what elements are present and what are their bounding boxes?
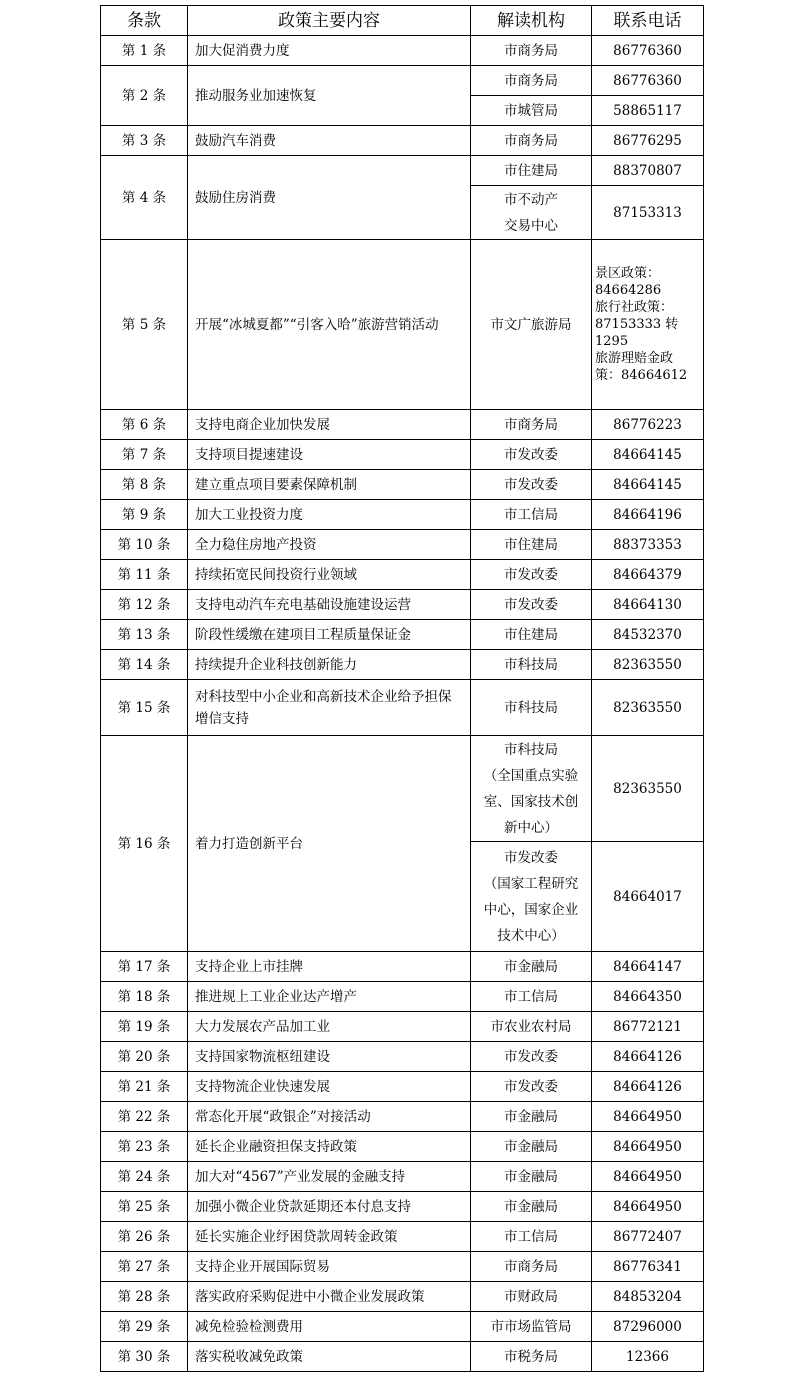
- phone: 84664950: [592, 1192, 704, 1222]
- clause-number: 第 26 条: [101, 1222, 188, 1252]
- phone-line: 84664286: [595, 283, 662, 298]
- policy-content: 支持电动汽车充电基础设施建设运营: [188, 590, 471, 620]
- policy-content: 减免检验检测费用: [188, 1312, 471, 1342]
- policy-content: 阶段性缓缴在建项目工程质量保证金: [188, 620, 471, 650]
- table-row: [101, 1342, 704, 1372]
- clause-number: 第 25 条: [101, 1192, 188, 1222]
- phone: 87153313: [592, 186, 704, 240]
- agency: 市财政局: [471, 1282, 592, 1312]
- header-clause: 条款: [101, 6, 188, 36]
- phone: 84664130: [592, 590, 704, 620]
- agency: 市发改委: [471, 440, 592, 470]
- clause-number: 第 12 条: [101, 590, 188, 620]
- phone-line: 旅行社政策：: [595, 300, 674, 315]
- table-row: [101, 590, 704, 620]
- table-row: [101, 36, 704, 66]
- clause-number: 第 21 条: [101, 1072, 188, 1102]
- table-row: [101, 650, 704, 680]
- table-row: [101, 736, 704, 842]
- table-row: [101, 1312, 704, 1342]
- agency-line: 技术中心）: [497, 927, 565, 944]
- phone: 82363550: [592, 650, 704, 680]
- phone: 84664950: [592, 1102, 704, 1132]
- clause-number: 第 9 条: [101, 500, 188, 530]
- phone: 88373353: [592, 530, 704, 560]
- agency: 市商务局: [471, 66, 592, 96]
- clause-number: 第 1 条: [101, 36, 188, 66]
- agency: 市科技局: [471, 680, 592, 736]
- clause-number: 第 24 条: [101, 1162, 188, 1192]
- table-row: [101, 440, 704, 470]
- phone: 12366: [592, 1342, 704, 1372]
- policy-content: 鼓励住房消费: [188, 156, 471, 240]
- policy-content: 鼓励汽车消费: [188, 126, 471, 156]
- clause-number: 第 7 条: [101, 440, 188, 470]
- clause-number: 第 5 条: [101, 240, 188, 410]
- agency-line: 市不动产: [504, 191, 558, 208]
- clause-number: 第 15 条: [101, 680, 188, 736]
- agency: 市发改委: [471, 590, 592, 620]
- policy-content: 加大工业投资力度: [188, 500, 471, 530]
- clause-number: 第 14 条: [101, 650, 188, 680]
- phone: 84664145: [592, 470, 704, 500]
- agency: 市发改委: [471, 470, 592, 500]
- phone: 84664379: [592, 560, 704, 590]
- agency: 市科技局: [471, 650, 592, 680]
- policy-content: 常态化开展“政银企”对接活动: [188, 1102, 471, 1132]
- phone: 86776360: [592, 66, 704, 96]
- policy-content: 支持项目提速建设: [188, 440, 471, 470]
- clause-number: 第 19 条: [101, 1012, 188, 1042]
- policy-content: 延长企业融资担保支持政策: [188, 1132, 471, 1162]
- phone: 84664196: [592, 500, 704, 530]
- phone: 86776295: [592, 126, 704, 156]
- phone: 84532370: [592, 620, 704, 650]
- table-row: [101, 470, 704, 500]
- agency: 市商务局: [471, 36, 592, 66]
- table-row: [101, 410, 704, 440]
- phone: [592, 240, 704, 410]
- clause-number: 第 10 条: [101, 530, 188, 560]
- agency: 市发改委: [471, 1072, 592, 1102]
- policy-content: 加大促消费力度: [188, 36, 471, 66]
- agency: 市金融局: [471, 952, 592, 982]
- clause-number: 第 20 条: [101, 1042, 188, 1072]
- table-row: [101, 560, 704, 590]
- table-row: [101, 1162, 704, 1192]
- table-row: [101, 1102, 704, 1132]
- table-row: [101, 240, 704, 410]
- agency: 市住建局: [471, 156, 592, 186]
- phone: 86772407: [592, 1222, 704, 1252]
- phone-line: 1295: [595, 334, 629, 349]
- clause-number: 第 27 条: [101, 1252, 188, 1282]
- agency: 市金融局: [471, 1132, 592, 1162]
- policy-content: 支持企业开展国际贸易: [188, 1252, 471, 1282]
- clause-number: 第 18 条: [101, 982, 188, 1012]
- agency: 市金融局: [471, 1192, 592, 1222]
- policy-content: 持续拓宽民间投资行业领域: [188, 560, 471, 590]
- agency: 市住建局: [471, 530, 592, 560]
- policy-content: 支持电商企业加快发展: [188, 410, 471, 440]
- clause-number: 第 8 条: [101, 470, 188, 500]
- agency: 市农业农村局: [471, 1012, 592, 1042]
- table-row: [101, 620, 704, 650]
- clause-number: 第 22 条: [101, 1102, 188, 1132]
- phone: 86776341: [592, 1252, 704, 1282]
- clause-number: 第 4 条: [101, 156, 188, 240]
- policy-content: 开展“冰城夏都”“引客入哈”旅游营销活动: [188, 240, 471, 410]
- clause-number: 第 23 条: [101, 1132, 188, 1162]
- agency: 市文广旅游局: [471, 240, 592, 410]
- phone: 84853204: [592, 1282, 704, 1312]
- phone: 84664126: [592, 1042, 704, 1072]
- table-row: [101, 156, 704, 186]
- agency: [471, 842, 592, 952]
- table-row: [101, 952, 704, 982]
- table-row: [101, 530, 704, 560]
- header-row: [101, 6, 704, 36]
- phone-line: 旅游理赔金政: [595, 351, 674, 366]
- agency: 市金融局: [471, 1162, 592, 1192]
- agency-line: （全国重点实验: [483, 767, 579, 784]
- phone: 86772121: [592, 1012, 704, 1042]
- policy-content: 支持国家物流枢纽建设: [188, 1042, 471, 1072]
- table-row: [101, 982, 704, 1012]
- policy-content: 对科技型中小企业和高新技术企业给予担保增信支持: [188, 680, 471, 736]
- policy-content: 支持企业上市挂牌: [188, 952, 471, 982]
- phone: 84664147: [592, 952, 704, 982]
- agency-line: 室、国家技术创: [483, 793, 579, 810]
- policy-content: 加强小微企业贷款延期还本付息支持: [188, 1192, 471, 1222]
- table-row: [101, 500, 704, 530]
- table-row: [101, 1072, 704, 1102]
- agency-line: 市科技局: [504, 741, 558, 758]
- policy-content: 建立重点项目要素保障机制: [188, 470, 471, 500]
- phone-line: 87153333 转: [595, 317, 679, 332]
- table-row: [101, 1192, 704, 1222]
- phone: 88370807: [592, 156, 704, 186]
- clause-number: 第 11 条: [101, 560, 188, 590]
- table-row: [101, 126, 704, 156]
- policy-content: 落实税收减免政策: [188, 1342, 471, 1372]
- table-row: [101, 1222, 704, 1252]
- clause-number: 第 17 条: [101, 952, 188, 982]
- agency: 市商务局: [471, 1252, 592, 1282]
- agency: 市工信局: [471, 982, 592, 1012]
- agency: [471, 736, 592, 842]
- agency-line: 中心，国家企业: [483, 901, 579, 918]
- policy-content: 推进规上工业企业达产增产: [188, 982, 471, 1012]
- clause-number: 第 2 条: [101, 66, 188, 126]
- agency: 市工信局: [471, 1222, 592, 1252]
- agency: 市发改委: [471, 560, 592, 590]
- policy-table: [100, 5, 704, 1372]
- agency: 市金融局: [471, 1102, 592, 1132]
- policy-content: 延长实施企业纾困贷款周转金政策: [188, 1222, 471, 1252]
- phone-line: 策：84664612: [595, 368, 688, 383]
- policy-content: 加大对“4567”产业发展的金融支持: [188, 1162, 471, 1192]
- header-content: 政策主要内容: [188, 6, 471, 36]
- agency: 市住建局: [471, 620, 592, 650]
- agency-line: 交易中心: [504, 217, 558, 234]
- phone: 84664145: [592, 440, 704, 470]
- table-row: [101, 1132, 704, 1162]
- phone: 58865117: [592, 96, 704, 126]
- agency: 市商务局: [471, 410, 592, 440]
- phone: 84664950: [592, 1132, 704, 1162]
- table-row: [101, 1012, 704, 1042]
- phone: 86776223: [592, 410, 704, 440]
- header-phone: 联系电话: [592, 6, 704, 36]
- policy-content: 持续提升企业科技创新能力: [188, 650, 471, 680]
- agency: 市工信局: [471, 500, 592, 530]
- agency: 市发改委: [471, 1042, 592, 1072]
- table-row: [101, 1042, 704, 1072]
- phone: 86776360: [592, 36, 704, 66]
- agency-line: 新中心）: [504, 819, 558, 836]
- phone: 84664350: [592, 982, 704, 1012]
- clause-number: 第 13 条: [101, 620, 188, 650]
- phone: 84664950: [592, 1162, 704, 1192]
- agency-line: 市发改委: [504, 849, 558, 866]
- clause-number: 第 3 条: [101, 126, 188, 156]
- phone: 87296000: [592, 1312, 704, 1342]
- phone: 84664017: [592, 842, 704, 952]
- agency: 市税务局: [471, 1342, 592, 1372]
- clause-number: 第 16 条: [101, 736, 188, 952]
- agency: 市市场监管局: [471, 1312, 592, 1342]
- policy-content: 推动服务业加速恢复: [188, 66, 471, 126]
- clause-number: 第 29 条: [101, 1312, 188, 1342]
- table-row: [101, 1282, 704, 1312]
- policy-content: 大力发展农产品加工业: [188, 1012, 471, 1042]
- table-row: [101, 1252, 704, 1282]
- policy-content: 全力稳住房地产投资: [188, 530, 471, 560]
- clause-number: 第 28 条: [101, 1282, 188, 1312]
- clause-number: 第 30 条: [101, 1342, 188, 1372]
- agency-line: （国家工程研究: [483, 875, 579, 892]
- table-row: [101, 66, 704, 96]
- agency: 市商务局: [471, 126, 592, 156]
- agency: 市城管局: [471, 96, 592, 126]
- policy-content: 着力打造创新平台: [188, 736, 471, 952]
- header-agency: 解读机构: [471, 6, 592, 36]
- table-row: [101, 680, 704, 736]
- policy-content: 支持物流企业快速发展: [188, 1072, 471, 1102]
- phone: 82363550: [592, 680, 704, 736]
- phone-line: 景区政策：: [595, 266, 661, 281]
- agency: [471, 186, 592, 240]
- phone: 84664126: [592, 1072, 704, 1102]
- clause-number: 第 6 条: [101, 410, 188, 440]
- policy-content: 落实政府采购促进中小微企业发展政策: [188, 1282, 471, 1312]
- phone: 82363550: [592, 736, 704, 842]
